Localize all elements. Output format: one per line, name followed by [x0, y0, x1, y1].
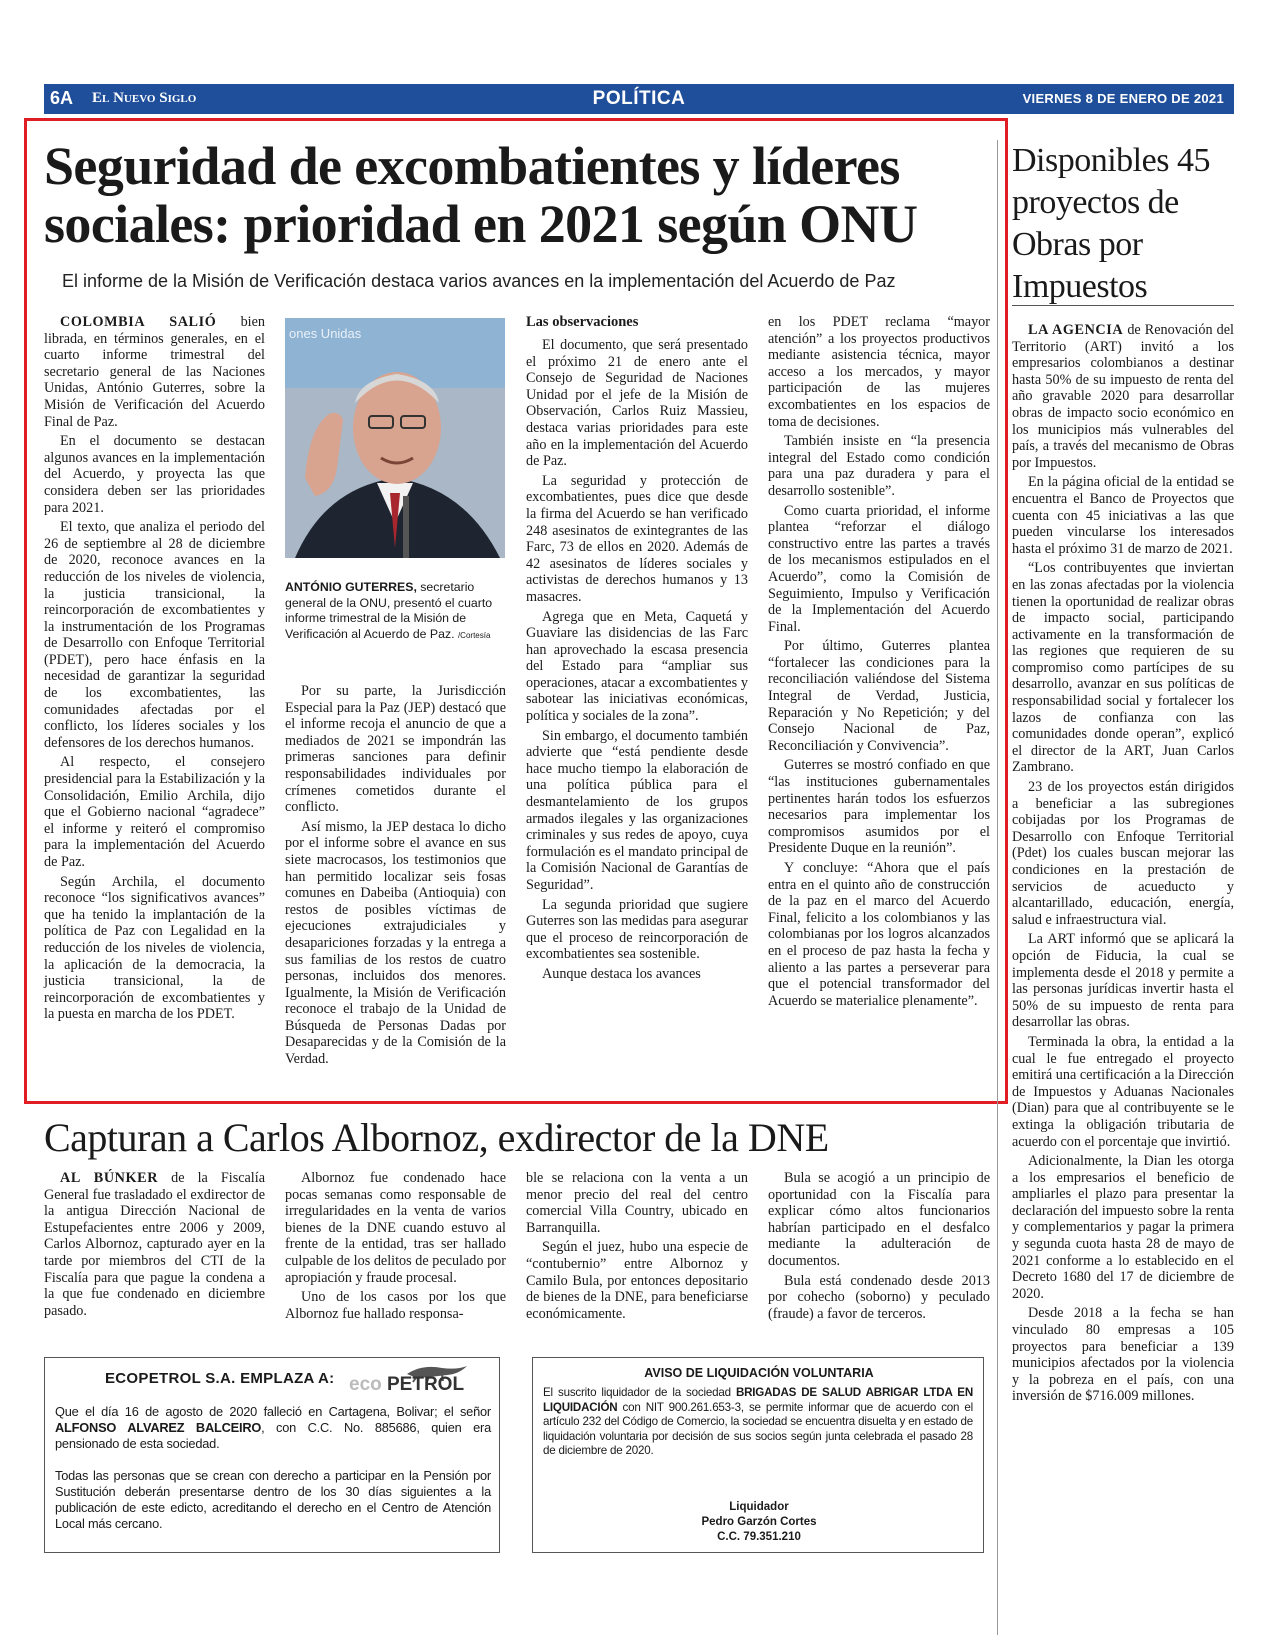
- paragraph: Según el juez, hubo una especie de “contubernio” entre Albornoz y Camilo Bula, por entonces depositario de bienes de la DNE, para beneficiarse económicamente.: [526, 1239, 748, 1322]
- paragraph: Y concluye: “Ahora que el país entra en el quinto año de construcción de la paz en el marco del Acuerdo Final, felicito a los colombianos y las colombianas por los logros alcanzados en el proceso de paz hasta la fecha y aliento a las partes a perseverar para que el potencial transformador del Acuerdo se materialice plenamente”.: [768, 860, 990, 1009]
- paragraph: Sin embargo, el documento también advierte que “está pendiente desde hace mucho tiempo la elaboración de una política pública para el desmantelamiento de los grupos armados ilegales y las organizaciones criminales y sus redes de apoyo, cuya formulación es el mandato principal de la Comisión Nacional de Garantías de Seguridad”.: [526, 727, 748, 893]
- company-name: BRIGADAS DE SALUD ABRIGAR LTDA EN LIQUIDACIÓN: [543, 1386, 973, 1414]
- newspaper-name: El Nuevo Siglo: [92, 90, 197, 106]
- deceased-name: ALFONSO ALVAREZ BALCEIRO: [55, 1420, 262, 1435]
- second-column-3: [526, 1170, 748, 1325]
- paragraph: Terminada la obra, la entidad a la cual le fue entregado el proyecto emitirá una certificación a la Dirección de Impuestos y Aduanas Nacionales (Dian) para que al contribuyente se le extinga la obligación tributaria de acuerdo con el porcentaje que invirtió.: [1012, 1033, 1234, 1150]
- photo-banner-text: ones Unidas: [289, 326, 362, 341]
- signature-id: C.C. 79.351.210: [717, 1531, 801, 1543]
- paragraph: También insiste en “la presencia integral del Estado como condición para una paz duradera y para el desarrollo sostenible”.: [768, 433, 990, 499]
- paragraph: Por último, Guterres plantea “fortalecer las condiciones para la reconciliación valiéndose del Sistema Integral de Verdad, Justicia, Reparación y No Repetición; y del Consejo Nacional de Paz, Reconciliación y Convivencia”.: [768, 638, 990, 754]
- paragraph: Albornoz fue condenado hace pocas semanas como responsable de irregularidades en la venta de varios bienes de la DNE cuando estuvo al frente de la entidad, tras ser hallado culpable de los delitos de peculado por apropiación y fraude procesal.: [285, 1170, 506, 1286]
- paragraph: Bula se acogió a un principio de oportunidad con la Fiscalía para explicar cómo altos funcionarios habrían participado en el desfalco mediante la adulteración de documentos.: [768, 1170, 990, 1269]
- headline-line-1: Seguridad de excombatientes y líderes: [44, 136, 900, 196]
- ecopetrol-logo: [347, 1364, 487, 1394]
- ecopetrol-notice: [44, 1357, 500, 1553]
- paragraph: Así mismo, la JEP destaca lo dicho por el informe sobre el avance en sus siete macrocasos, los testimonios que han permitido localizar seis fosas comunes en Dabeiba (Antioquia) con restos de posibles víctimas de ejecuciones extrajudiciales y desapariciones forzadas y la entrega a sus familias de los restos de cuatro personas, incluidos dos menores. Igualmente, la Misión de Verificación reconoce el trabajo de la Unidad de Búsqueda de Personas Dadas por Desaparecidas y de la Comisión de la Verdad.: [285, 818, 506, 1068]
- portrait-illustration: [285, 318, 505, 558]
- paragraph: Agrega que en Meta, Caquetá y Guaviare las disidencias de las Farc han aprovechado la escasa presencia del Estado para “ampliar sus operaciones, atacar a excombatientes y sabotear las iniciativas económicas, política y sociales de la zona”.: [526, 608, 748, 725]
- notice-title: ECOPETROL S.A. EMPLAZA A:: [105, 1370, 335, 1387]
- article-column-2: [285, 683, 506, 1071]
- photo-caption: ANTÓNIO GUTERRES, secretario general de la ONU, presentó el cuarto informe trimestral de la Misión de Verificación al Acuerdo de Paz. /Cortesía: [285, 580, 493, 641]
- article-deck: El informe de la Misión de Verificación destaca varios avances en la implementación del Acuerdo de Paz: [62, 271, 896, 291]
- second-column-4: [768, 1170, 990, 1325]
- lead-caps: AL BÚNKER: [60, 1170, 159, 1186]
- paragraph: El texto, que analiza el periodo del 26 de septiembre al 28 de diciembre de 2020, reconoce avances en la reducción de los niveles de violencia, la justicia transicional, la reincorporación de excombatientes y la instrumentación de los Programas de Desarrollo con Enfoque Territorial (PDET), pero hace énfasis en la necesidad de garantizar la seguridad de los excombatientes, las comunidades afectadas por el conflicto, los líderes sociales y los defensores de los derechos humanos.: [44, 519, 265, 751]
- paragraph: En el documento se destacan algunos avances en la implementación del Acuerdo, y proyecta las que considera deben ser las prioridades para 2021.: [44, 433, 265, 516]
- main-headline: [44, 137, 994, 253]
- paragraph: Adicionalmente, la Dian les otorga a los empresarios el beneficio de ampliarles el plazo para presentar la declaración del impuesto sobre la renta y complementarios y pagar la primera y segunda cuota hasta 28 de mayo de 2021 conforme a lo establecido en el Decreto 1680 del 17 de diciembre de 2020.: [1012, 1153, 1234, 1302]
- paragraph: La ART informó que se aplicará la opción de Fiducia, la cual se implementa desde el 2018 y permite a las personas jurídicas invertir hasta el 50% de su impuesto de renta para desarrollar las obras.: [1012, 931, 1234, 1031]
- paragraph: La segunda prioridad que sugiere Guterres son las medidas para asegurar que el proceso de reincorporación de excombatientes sea sostenible.: [526, 896, 748, 963]
- paragraph: ble se relaciona con la venta a un menor precio del real del centro comercial Villa Country, ubicado en Barranquilla.: [526, 1170, 748, 1236]
- headline-line-2: sociales: prioridad en 2021 según ONU: [44, 194, 918, 254]
- signature-block: [533, 1500, 985, 1545]
- section-title: POLÍTICA: [592, 88, 686, 109]
- notice-body-2: Todas las personas que se crean con derecho a participar en la Pensión por Sustitución deberán presentarse dentro de los 30 días siguientes a la publicación de este edicto, acreditando el derecho en el Centro de Atención Local más cercano.: [55, 1468, 491, 1531]
- paragraph: LA AGENCIA de Renovación del Territorio (ART) invitó a los empresarios colombianos a destinar hasta 50% de su impuesto de renta del año gravable 2020 para desarrollar obras de impacto socio económico en los municipios más vulnerables del país, a través del mecanismo de Obras por Impuestos.: [1012, 322, 1234, 471]
- paragraph: El documento, que será presentado el próximo 21 de enero ante el Consejo de Seguridad de Naciones Unidad por el jefe de la Misión de Observación, Carlos Ruiz Massieu, destaca varias prioridades para este año en la implementación del Acuerdo de Paz.: [526, 337, 748, 470]
- paragraph: Al respecto, el consejero presidencial para la Estabilización y la Consolidación, Emilio Archila, dijo que el Gobierno nacional “agradece” el informe y reiteró el compromiso para la implementación del Acuerdo de Paz.: [44, 754, 265, 870]
- notice-body-1: Que el día 16 de agosto de 2020 falleció en Cartagena, Bolivar; el señor ALFONSO ALVAREZ BALCEIRO, con C.C. No. 885686, quien era pensionado de esta sociedad.: [55, 1404, 491, 1451]
- second-headline: Capturan a Carlos Albornoz, exdirector de la DNE: [44, 1115, 829, 1160]
- signature-name: Pedro Garzón Cortes: [701, 1516, 817, 1528]
- notice-body: El suscrito liquidador de la sociedad BRIGADAS DE SALUD ABRIGAR LTDA EN LIQUIDACIÓN con NIT 900.261.653-3, se permite informar que de acuerdo con el artículo 232 del Código de Comercio, la sociedad se encuentra disuelta y en estado de liquidación voluntaria por decisión de sus socios según junta celebrada el pasado 28 de diciembre de 2020.: [543, 1386, 973, 1458]
- lead-caps: COLOMBIA SALIÓ: [60, 314, 217, 330]
- paragraph: Uno de los casos por los que Albornoz fue hallado responsa-: [285, 1289, 506, 1322]
- page-number: 6A: [50, 88, 74, 108]
- issue-date: VIERNES 8 DE ENERO DE 2021: [1022, 91, 1224, 106]
- paragraph: En la página oficial de la entidad se encuentra el Banco de Proyectos que cuenta con 45 iniciativas a las que pueden vincularse los interesados hasta el próximo 31 de marzo de 2021.: [1012, 474, 1234, 557]
- paragraph: La seguridad y protección de excombatientes, pues dice que desde la firma del Acuerdo se han verificado 248 asesinatos de exintegrantes de las Farc, 73 de ellos en 2020. Además de 42 asesinatos de líderes sociales y activistas de derechos humanos y 13 masacres.: [526, 472, 748, 605]
- page-header-bar: [44, 84, 1234, 114]
- photo-credit: /Cortesía: [457, 630, 491, 640]
- paragraph: 23 de los proyectos están dirigidos a beneficiar a las subregiones cobijadas por los Programas de Desarrollo con Enfoque Territorial (Pdet) los cuales buscan mejorar las condiciones en la prestación de servicios de acueducto y alcantarillado, educación, energía, salud e infraestructura vial.: [1012, 779, 1234, 928]
- liquidation-notice: [532, 1357, 984, 1553]
- article-column-3: [526, 314, 748, 986]
- paragraph: Aunque destaca los avances: [542, 965, 701, 982]
- article-photo: [285, 318, 505, 558]
- caption-name: ANTÓNIO GUTERRES,: [285, 580, 417, 594]
- column-divider: [997, 140, 998, 1635]
- paragraph: Por su parte, la Jurisdicción Especial para la Paz (JEP) destacó que el informe recoja el anuncio de que a mediados de 2021 se impondrán las primeras sanciones para definir responsabilidades individuales por crímenes cometidos durante el conflicto.: [285, 683, 506, 816]
- paragraph: AL BÚNKER de la Fiscalía General fue trasladado el exdirector de la antigua Dirección Nacional de Estupefacientes entre 2006 y 2009, Carlos Albornoz, capturado ayer en la tarde por miembros del CTI de la Fiscalía para que pague la condena a la que fue condenado en diciembre pasado.: [44, 1170, 265, 1319]
- paragraph: COLOMBIA SALIÓ bien librada, en términos generales, en el cuarto informe trimestral del secretario general de las Naciones Unidas, António Guterres, sobre la Misión de Verificación del Acuerdo Final de Paz.: [44, 314, 265, 430]
- signature-role: Liquidador: [729, 1501, 789, 1513]
- paragraph: Desde 2018 a la fecha se han vinculado 80 empresas a 105 proyectos para beneficiar a 139 municipios afectados por la violencia y la pobreza en el país, con una inversión de $716.009 millones.: [1012, 1305, 1234, 1405]
- paragraph: Guterres se mostró confiado en que “las instituciones gubernamentales pertinentes harán todos los esfuerzos necesarios para implementar los compromisos asumidos por el Presidente Duque en la reunión”.: [768, 757, 990, 857]
- paragraph: Según Archila, el documento reconoce “los significativos avances” que ha tenido la implantación de la política de Paz con Legalidad en la reducción de los niveles de violencia, la aplicación de la democracia, la justicia transicional, la de reincorporación de excombatientes y la puesta en marcha de los PDET.: [44, 873, 265, 1023]
- sidebar-headline: Disponibles 45 proyectos de Obras por Impuestos: [1012, 142, 1210, 305]
- paragraph: “Los contribuyentes que inviertan en las zonas afectadas por la violencia tienen la oportunidad de realizar obras de impacto social, participando activamente en la transformación de las regiones que requieren de su compromiso como partícipes de su desarrollo, avanzar en sus políticas de responsabilidad social y fortalecer los lazos de confianza con las comunidades donde operan”, explicó el director de la ART, Juan Carlos Zambrano.: [1012, 560, 1234, 776]
- sidebar-article-body: [1012, 322, 1234, 1408]
- paragraph: Como cuarta prioridad, el informe plantea “reforzar el diálogo constructivo entre las partes a través de los mecanismos estipulados en el Acuerdo”, como la Comisión de Seguimiento, Impulso y Verificación de la Implementación del Acuerdo Final.: [768, 502, 990, 635]
- article-column-1: [44, 314, 265, 1026]
- logo-text-b: PETROL: [387, 1374, 465, 1395]
- lead-caps: LA AGENCIA: [1028, 322, 1124, 338]
- subheading: Las observaciones: [526, 314, 639, 330]
- second-column-2: [285, 1170, 506, 1325]
- sidebar-rule: [1012, 305, 1234, 306]
- paragraph: Bula está condenado desde 2013 por cohecho (soborno) y peculado (fraude) a favor de terceros.: [768, 1272, 990, 1322]
- article-column-4: [768, 314, 990, 1012]
- paragraph: en los PDET reclama “mayor atención” a los proyectos productivos mediante asistencia técnica, mayor acceso a los mercados, y mayor participación de las mujeres excombatientes en los espacios de toma de decisiones.: [768, 314, 990, 430]
- second-column-1: [44, 1170, 265, 1322]
- notice-title: AVISO DE LIQUIDACIÓN VOLUNTARIA: [644, 1366, 874, 1380]
- logo-text-a: eco: [349, 1374, 382, 1395]
